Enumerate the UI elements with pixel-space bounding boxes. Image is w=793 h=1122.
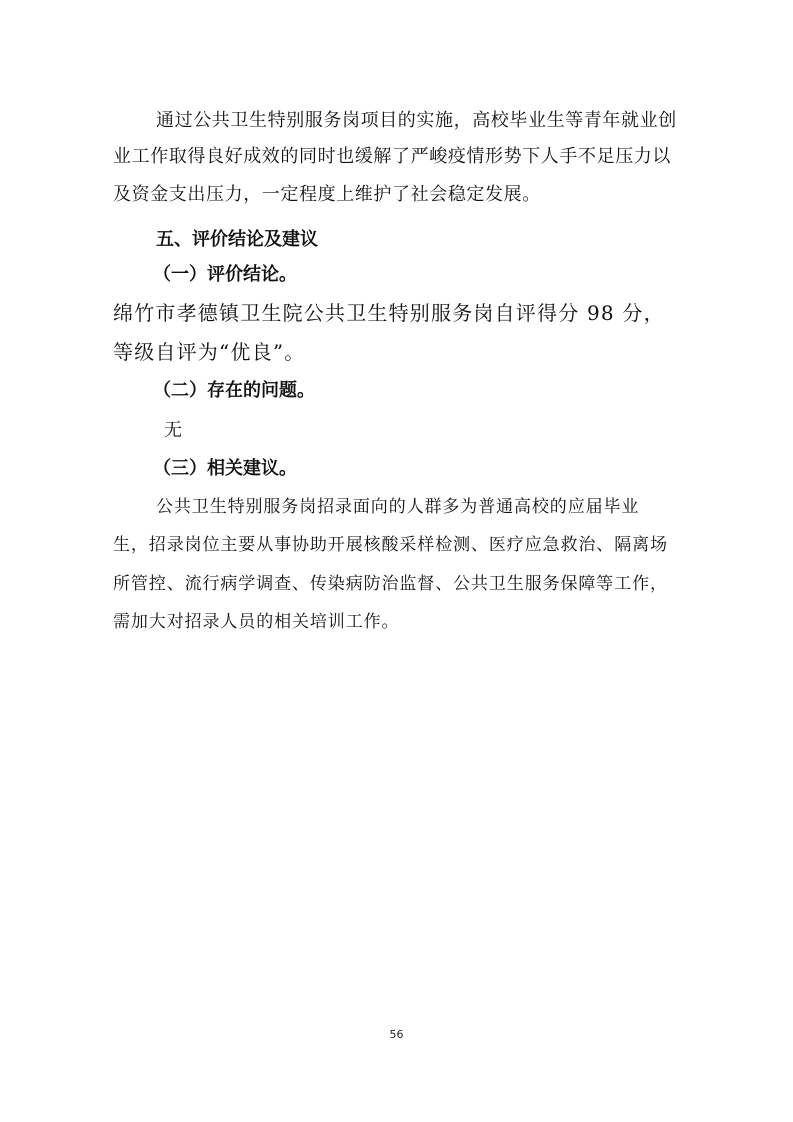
problems-text: 无 — [164, 420, 182, 441]
section-five-heading: 五、评价结论及建议 — [156, 229, 318, 250]
suggestions-line-4: 需加大对招录人员的相关培训工作。 — [113, 612, 400, 632]
impact-paragraph-line-1: 通过公共卫生特别服务岗项目的实施，高校毕业生等青年就业创 — [156, 110, 677, 131]
subsection-conclusion-heading: （一）评价结论。 — [153, 264, 297, 285]
page-number: 56 — [389, 1028, 404, 1041]
impact-paragraph-line-3: 及资金支出压力，一定程度上维护了社会稳定发展。 — [113, 184, 541, 205]
suggestions-line-3: 所管控、流行病学调查、传染病防治监督、公共卫生服务保障等工作， — [113, 574, 668, 594]
suggestions-line-1: 公共卫生特别服务岗招录面向的人群多为普通高校的应届毕业 — [156, 497, 640, 517]
conclusion-line-1: 绵竹市孝德镇卫生院公共卫生特别服务岗自评得分 98 分， — [113, 301, 665, 325]
subsection-suggestions-heading: （三）相关建议。 — [153, 458, 297, 479]
impact-paragraph-line-2: 业工作取得良好成效的同时也缓解了严峻疫情形势下人手不足压力以 — [113, 146, 671, 167]
subsection-problems-heading: （二）存在的问题。 — [153, 380, 315, 401]
conclusion-line-2: 等级自评为“优良”。 — [113, 340, 306, 364]
suggestions-line-2: 生，招录岗位主要从事协助开展核酸采样检测、医疗应急救治、隔离场 — [113, 535, 668, 555]
